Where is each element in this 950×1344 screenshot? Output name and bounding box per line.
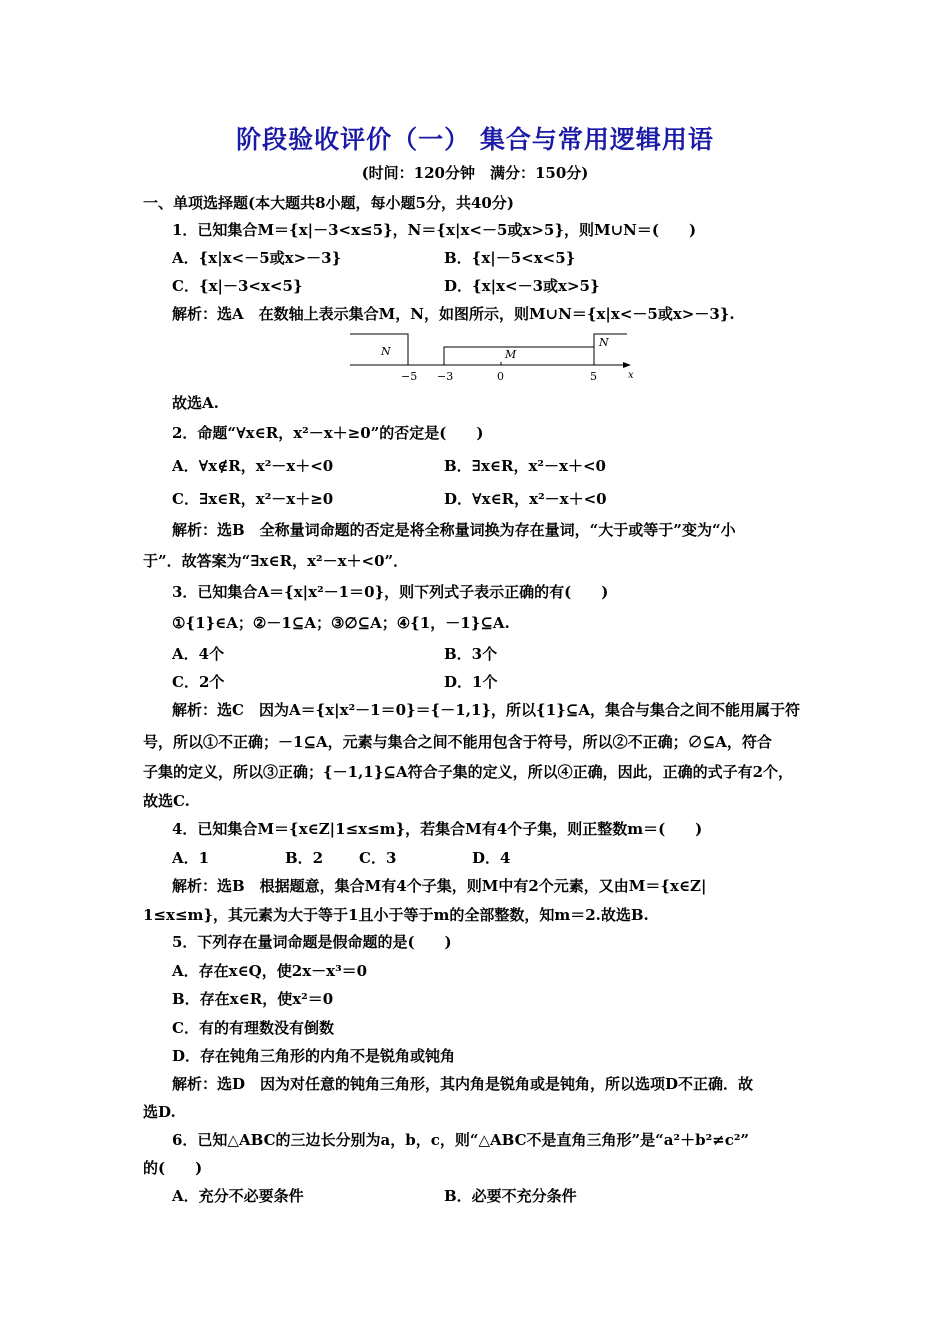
q5-option-b: B．存在x∈R，使x²＝0 xyxy=(172,990,334,1008)
q5-stem: 5．下列存在量词命题是假命题的是( ) xyxy=(172,933,452,951)
q2-analysis-line1: 解析：选B 全称量词命题的否定是将全称量词换为存在量词，“大于或等于”变为“小 xyxy=(172,521,736,539)
tick-label-0: 0 xyxy=(497,370,504,383)
q3-option-a: A．4个 xyxy=(172,645,225,663)
q3-option-b: B．3个 xyxy=(444,645,498,663)
number-line-figure xyxy=(345,328,640,386)
q1-conclusion: 故选A. xyxy=(172,394,219,412)
q2-stem: 2．命题“∀x∈R，x²－x＋≥0”的否定是( ) xyxy=(172,424,484,442)
q1-stem: 1．已知集合M＝{x|－3<x≤5}，N＝{x|x<－5或x>5}，则M∪N＝( ) xyxy=(172,221,697,239)
q4-option-a: A．1 xyxy=(172,849,210,867)
q1-option-a: A．{x|x<－5或x>－3} xyxy=(172,249,342,267)
q6-stem-line2: 的( ) xyxy=(143,1159,203,1177)
q5-option-c: C．有的有理数没有倒数 xyxy=(172,1019,334,1037)
q4-option-b: B．2 xyxy=(285,849,324,867)
q2-option-a: A．∀x∉R，x²－x＋<0 xyxy=(172,457,334,475)
q2-option-b: B．∃x∈R，x²－x＋<0 xyxy=(444,457,606,475)
q4-analysis-line1: 解析：选B 根据题意，集合M有4个子集，则M中有2个元素，又由M＝{x∈Z| xyxy=(172,877,707,895)
q5-analysis-line1: 解析：选D 因为对任意的钝角三角形，其内角是锐角或是钝角，所以选项D不正确．故 xyxy=(172,1075,754,1093)
q1-option-d: D．{x|x<－3或x>5} xyxy=(444,277,600,295)
page-title: 阶段验收评价（一） 集合与常用逻辑用语 xyxy=(236,125,714,154)
q3-analysis-line4: 故选C. xyxy=(143,792,190,810)
q6-option-a: A．充分不必要条件 xyxy=(172,1187,304,1205)
q3-option-c: C．2个 xyxy=(172,673,225,691)
tick-label-5: 5 xyxy=(590,370,597,383)
section-heading: 一、单项选择题(本大题共8小题，每小题5分，共40分) xyxy=(143,194,514,212)
q3-option-d: D．1个 xyxy=(444,673,498,691)
q4-option-c: C．3 xyxy=(359,849,397,867)
set-m-label: M xyxy=(505,348,517,361)
q4-analysis-line2: 1≤x≤m}，其元素为大于等于1且小于等于m的全部整数，知m＝2.故选B. xyxy=(143,906,649,924)
q3-analysis-line1: 解析：选C 因为A＝{x|x²－1＝0}＝{－1,1}，所以{1}⊆A，集合与集合之间不能用属于符 xyxy=(172,701,800,719)
q1-option-c: C．{x|－3<x<5} xyxy=(172,277,303,295)
tick-label-neg5: −5 xyxy=(401,370,418,383)
q2-option-c: C．∃x∈R，x²－x＋≥0 xyxy=(172,490,334,508)
q1-option-b: B．{x|－5<x<5} xyxy=(444,249,576,267)
q5-option-d: D．存在钝角三角形的内角不是锐角或钝角 xyxy=(172,1047,456,1065)
q6-stem-line1: 6．已知△ABC的三边长分别为a，b，c，则“△ABC不是直角三角形”是“a²＋b²≠c²” xyxy=(172,1131,750,1149)
q1-analysis: 解析：选A 在数轴上表示集合M，N，如图所示，则M∪N＝{x|x<－5或x>－3}. xyxy=(172,305,735,323)
axis-label-x: x xyxy=(628,370,634,381)
q3-items: ①{1}∈A；②－1⊆A；③∅⊆A；④{1，－1}⊆A. xyxy=(172,614,510,632)
exam-meta: (时间：120分钟 满分：150分) xyxy=(361,164,589,182)
q4-option-d: D．4 xyxy=(472,849,511,867)
q3-analysis-line2: 号，所以①不正确；－1⊆A，元素与集合之间不能用包含于符号，所以②不正确；∅⊆A，符合 xyxy=(143,733,772,751)
q2-option-d: D．∀x∈R，x²－x＋<0 xyxy=(444,490,607,508)
q6-option-b: B．必要不充分条件 xyxy=(444,1187,577,1205)
q2-analysis-line2: 于”．故答案为“∃x∈R，x²－x＋<0”． xyxy=(143,552,409,570)
q3-stem: 3．已知集合A＝{x|x²－1＝0}，则下列式子表示正确的有( ) xyxy=(172,583,609,601)
q5-analysis-line2: 选D. xyxy=(143,1103,176,1121)
tick-label-neg3: −3 xyxy=(437,370,454,383)
q5-option-a: A．存在x∈Q，使2x－x³＝0 xyxy=(172,962,368,980)
set-n-right-label: N xyxy=(599,336,609,349)
q3-analysis-line3: 子集的定义，所以③正确；{－1,1}⊆A符合子集的定义，所以④正确，因此，正确的式子有2个， xyxy=(143,763,794,781)
set-n-left-label: N xyxy=(381,345,391,358)
q4-stem: 4．已知集合M＝{x∈Z|1≤x≤m}，若集合M有4个子集，则正整数m＝( ) xyxy=(172,820,703,838)
